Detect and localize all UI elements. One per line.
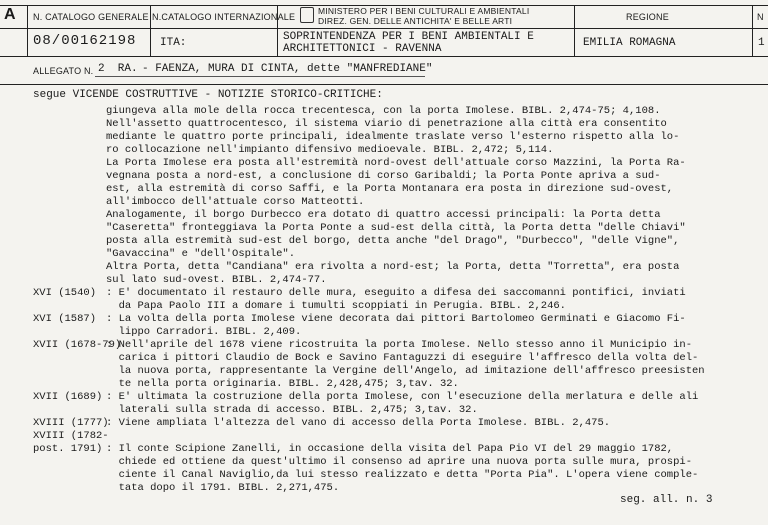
header-mid-rule [0, 28, 768, 29]
soprintendenza-line-2: ARCHITETTONICI - RAVENNA [283, 43, 442, 55]
n-value: 1 [758, 37, 765, 49]
region-label: REGIONE [626, 12, 669, 22]
divider-5 [752, 5, 753, 56]
catalogo-generale-label: N. CATALOGO GENERALE [33, 12, 149, 22]
line-text: te nella porta originaria. BIBL. 2,428,475; 3,tav. 32. [106, 378, 459, 390]
date-label: post. 1791) [33, 443, 103, 455]
line-text: mediante le quattro porte principali, idealmente traslate verso l'esterno rispetto alla lo- [106, 131, 680, 143]
ita-label: ITA: [160, 37, 187, 49]
line-text: La Porta Imolese era posta all'estremità nord-ovest dell'attuale corso Mazzini, la Porta Ra- [106, 157, 686, 169]
ministry-line-1: MINISTERO PER I BENI CULTURALI E AMBIENTALI [318, 6, 530, 16]
soprintendenza-line-1: SOPRINTENDENZA PER I BENI AMBIENTALI E [283, 31, 534, 43]
line-text: all'imbocco dell'attuale corso Matteotti. [106, 196, 365, 208]
date-label: XVII (1689) [33, 391, 103, 403]
divider-1 [27, 5, 28, 56]
body-text [33, 105, 763, 500]
line-text: : La volta della porta Imolese viene decorata dai pittori Bartolomeo Germinati e Giacomo Fi- [106, 313, 686, 325]
line-text: lippo Carradori. BIBL. 2,409. [106, 326, 302, 338]
line-text: chiede ed ottiene da quest'ultimo il consenso ad aprire una nuova porta sulle mura, prospi- [106, 456, 692, 468]
allegato-label: ALLEGATO N. [33, 66, 94, 76]
line-text: : Il conte Scipione Zanelli, in occasione della visita del Papa Pio VI del 29 maggio 1782, [106, 443, 674, 455]
line-text: Analogamente, il borgo Durbecco era dotato di quattro accessi principali: la Porta detta [106, 209, 661, 221]
line-text: la nuova porta, rappresentante la Vergine dell'Angelo, ad imitazione dell'affresco preesisten [106, 365, 705, 377]
line-text: "Caseretta" fronteggiava la Porta Ponte a sud-est della città, la Porta detta "delle Chiavi" [106, 222, 686, 234]
line-text: giungeva alla mole della rocca trecentesca, con la porta Imolese. BIBL. 2,474-75; 4,108. [106, 105, 661, 117]
divider-2 [150, 5, 151, 56]
line-text: laterali sulla strada di accesso. BIBL. 2,475; 3,tav. 32. [106, 404, 478, 416]
line-text: sul lato sud-ovest. BIBL. 2,474-77. [106, 274, 327, 286]
corner-letter: A [4, 6, 16, 23]
line-text: ro collocazione nell'impianto difensivo medioevale. BIBL. 2,472; 5,114. [106, 144, 554, 156]
line-text: tata dopo il 1791. BIBL. 2,271,475. [106, 482, 340, 494]
line-text: : E' ultimata la costruzione della porta Imolese, con l'esecuzione della merlatura e delle ali [106, 391, 699, 403]
line-text: : E' documentato il restauro delle mura, eseguito a difesa dei saccomanni pontifici, inviati [106, 287, 686, 299]
date-label: XVI (1540) [33, 287, 97, 299]
line-text: ciente il Canal Naviglio,da lui stesso realizzato e detta "Porta Pia". L'opera viene comple- [106, 469, 699, 481]
line-text: vegnana posta a nord-est, a conclusione di corso Garibaldi; la Porta Ponte apriva a sud- [106, 170, 661, 182]
line-text: da Papa Paolo III a domare i tumulti scoppiati in Perugia. BIBL. 2,246. [106, 300, 566, 312]
n-label: N [757, 12, 764, 22]
line-text: carica i pittori Claudio de Bock e Savino Fantaguzzi di eseguire l'affresco della volta del- [106, 352, 699, 364]
header-bottom-rule [0, 56, 768, 57]
divider-4 [574, 5, 575, 56]
ministry-line-2: DIREZ. GEN. DELLE ANTICHITA' E BELLE ARTI [318, 16, 513, 26]
date-label: XVII (1678-79) [33, 339, 122, 351]
allegato-rule [0, 84, 768, 85]
date-label: XVIII (1782- [33, 430, 109, 442]
section-heading: segue VICENDE COSTRUTTIVE - NOTIZIE STORICO-CRITICHE: [33, 89, 383, 101]
line-text: est, alla estremità di corso Saffi, e la Porta Montanara era posta in direzione sud-ovest, [106, 183, 674, 195]
date-label: XVIII (1777) [33, 417, 109, 429]
republic-emblem-icon [300, 7, 314, 23]
catalogo-internazionale-label: N.CATALOGO INTERNAZIONALE [152, 12, 296, 22]
allegato-underline [95, 76, 425, 77]
line-text: : Viene ampliata l'altezza del vano di accesso della Porta Imolese. BIBL. 2,475. [106, 417, 611, 429]
line-text: : Nell'aprile del 1678 viene ricostruita la porta Imolese. Nello stesso anno il Municipio in- [106, 339, 692, 351]
line-text: posta alla estremità sud-est del borgo, detta anche "del Drago", "Durbecco", "delle Vigne", [106, 235, 680, 247]
catalogo-generale-value: 08/00162198 [33, 33, 137, 49]
allegato-value: 2 RA. [98, 63, 138, 75]
line-text: Altra Porta, detta "Candiana" era rivolta a nord-est; la Porta, detta "Torretta", era posta [106, 261, 680, 273]
region-value: EMILIA ROMAGNA [583, 37, 676, 49]
line-text: "Gavaccina" e "dell'Ospitale". [106, 248, 296, 260]
date-label: XVI (1587) [33, 313, 97, 325]
footer-note: seg. all. n. 3 [620, 494, 713, 506]
allegato-title: - FAENZA, MURA DI CINTA, dette "MANFREDIANE" [142, 63, 433, 75]
line-text: Nell'assetto quattrocentesco, il sistema viario di penetrazione alla città era consentito [106, 118, 667, 130]
